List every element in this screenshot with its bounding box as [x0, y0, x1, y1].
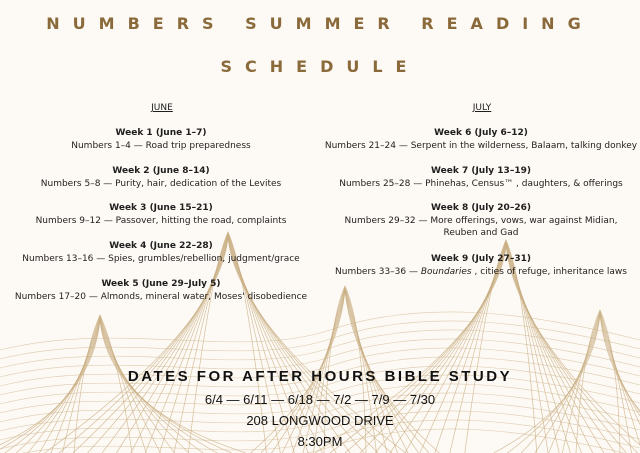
bible-study-time: 8:30PM — [297, 434, 343, 449]
week-title: Week 7 (July 13–19) — [431, 166, 531, 176]
week-8 — [322, 202, 640, 240]
week-3 — [2, 202, 320, 227]
week-description-tail: , cities of refuge, inheritance laws — [471, 266, 627, 277]
week-title: Week 8 (July 20–26) — [431, 203, 531, 213]
week-title: Week 2 (June 8–14) — [112, 166, 210, 176]
month-heading-july: JULY — [472, 103, 492, 113]
week-description-emphasis: Boundaries — [420, 266, 472, 277]
bible-study-address: 208 LONGWOOD DRIVE — [246, 413, 394, 428]
week-description: Numbers 5–8 — Purity, hair, dedication of the Levites — [40, 178, 282, 189]
bible-study-heading: DATES FOR AFTER HOURS BIBLE STUDY — [127, 368, 513, 385]
week-description: Numbers 21–24 — Serpent in the wilderness, Balaam, talking donkey — [324, 140, 638, 151]
week-title: Week 1 (June 1–7) — [115, 128, 207, 138]
week-2 — [2, 165, 320, 190]
week-title: Week 6 (July 6–12) — [434, 128, 528, 138]
week-7 — [322, 165, 640, 190]
title-line-2: SCHEDULE — [220, 57, 420, 76]
week-title: Week 5 (June 29–July 5) — [101, 279, 221, 289]
week-description: Numbers 13–16 — Spies, grumbles/rebellion, judgment/grace — [22, 253, 300, 264]
title-line-1: NUMBERS SUMMER READING — [46, 14, 594, 33]
month-heading-june: JUNE — [151, 103, 173, 113]
week-description: Numbers 1–4 — Road trip preparedness — [71, 140, 251, 151]
week-1 — [2, 127, 320, 152]
week-9 — [322, 253, 640, 278]
week-description: Numbers 17–20 — Almonds, mineral water, Moses' disobedience — [14, 291, 308, 302]
week-5 — [2, 278, 320, 303]
week-title: Week 3 (June 15–21) — [109, 203, 213, 213]
week-description-cont: Reuben and Gad — [443, 228, 519, 238]
week-4 — [2, 240, 320, 265]
week-description: Numbers 9–12 — Passover, hitting the road, complaints — [35, 215, 287, 226]
week-description: Numbers 25–28 — Phinehas, Census™ , daughters, & offerings — [339, 178, 623, 189]
week-description — [322, 266, 640, 279]
week-title: Week 4 (June 22–28) — [109, 241, 213, 251]
week-6 — [322, 127, 640, 152]
week-description: Numbers 29–32 — More offerings, vows, war against Midian, — [344, 215, 618, 226]
week-title: Week 9 (July 27–31) — [431, 254, 531, 264]
bible-study-dates: 6/4 — 6/11 — 6/18 — 7/2 — 7/9 — 7/30 — [204, 392, 436, 407]
week-description-lead: Numbers 33–36 — — [335, 266, 421, 277]
